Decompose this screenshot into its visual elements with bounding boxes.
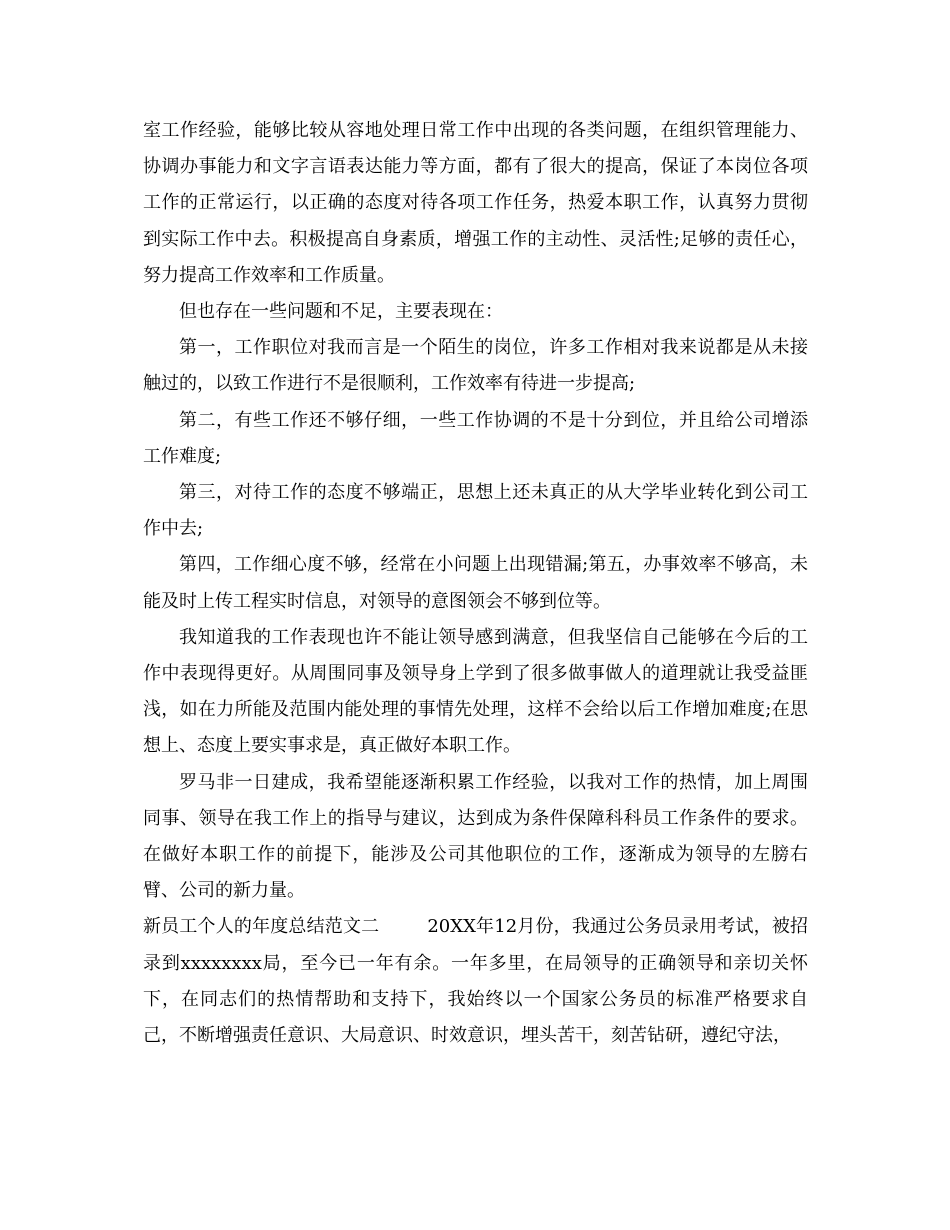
paragraph-5: 第三，对待工作的态度不够端正，思想上还未真正的从大学毕业转化到公司工作中去; <box>143 482 808 540</box>
paragraph-1: 室工作经验，能够比较从容地处理日常工作中出现的各类问题，在组织管理能力、协调办事能力和文字言语表达能力等方面，都有了很大的提高，保证了本岗位各项工作的正常运行，以正确的态度对待各项工作任务，热爱本职工作，认真努力贯彻到实际工作中去。积极提高自身素质，增强工作的主动性、灵活性;足够的责任心，努力提高工作效率和工作质量。 <box>143 120 808 286</box>
paragraph-2: 但也存在一些问题和不足，主要表现在： <box>179 301 503 323</box>
paragraph-6: 第四，工作细心度不够，经常在小问题上出现错漏;第五，办事效率不够高，未能及时上传工程实时信息，对领导的意图领会不够到位等。 <box>143 554 808 612</box>
paragraph-4: 第二，有些工作还不够仔细，一些工作协调的不是十分到位，并且给公司增添工作难度; <box>143 409 808 467</box>
document-page <box>143 113 808 1054</box>
paragraph-7: 我知道我的工作表现也许不能让领导感到满意，但我坚信自己能够在今后的工作中表现得更好。从周围同事及领导身上学到了很多做事做人的道理就让我受益匪浅，如在力所能及范围内能处理的事情先处理，这样不会给以后工作增加难度;在思想上、态度上要实事求是，真正做好本职工作。 <box>143 626 808 757</box>
section-body: 20XX年12月份，我通过公务员录用考试，被招录到xxxxxxxx局，至今已一年有余。一年多里，在局领导的正确领导和亲切关怀下，在同志们的热情帮助和支持下，我始终以一个国家公务员的标准严格要求自己，不断增强责任意识、大局意识、时效意识，埋头苦干，刻苦钻研，遵纪守法， <box>143 916 809 1047</box>
section-paragraph <box>143 909 808 1054</box>
section-heading: 新员工个人的年度总结范文二 <box>143 916 380 938</box>
paragraph-8: 罗马非一日建成，我希望能逐渐积累工作经验，以我对工作的热情，加上周围同事、领导在我工作上的指导与建议，达到成为条件保障科科员工作条件的要求。在做好本职工作的前提下，能涉及公司其他职位的工作，逐渐成为领导的左膀右臂、公司的新力量。 <box>143 771 808 902</box>
paragraph-3: 第一，工作职位对我而言是一个陌生的岗位，许多工作相对我来说都是从未接触过的，以致工作进行不是很顺利，工作效率有待进一步提高; <box>143 337 808 395</box>
